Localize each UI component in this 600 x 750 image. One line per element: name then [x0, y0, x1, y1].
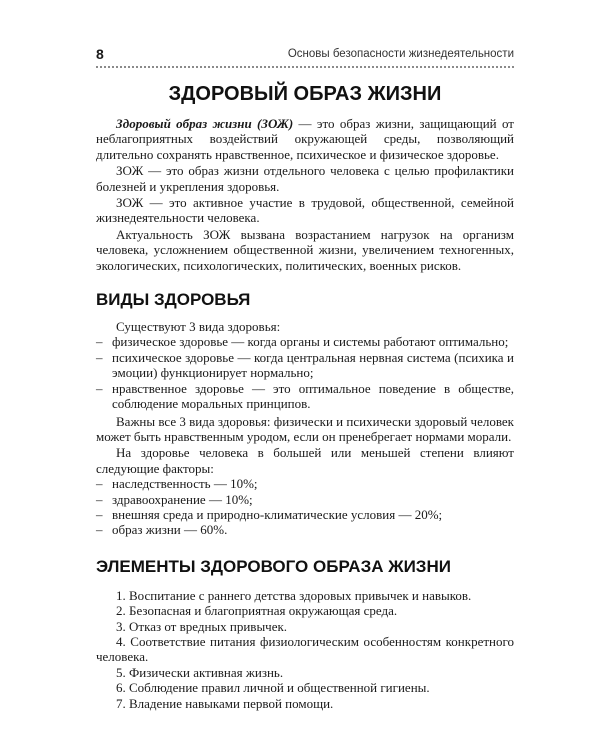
list-item: – внешняя среда и природно-климатические условия — 20%;: [104, 507, 514, 522]
intro-paragraph-2: ЗОЖ — это образ жизни отдельного человека с целью профилактики болезней и укрепления здоровья.: [96, 163, 514, 194]
factors-list: [96, 476, 514, 538]
header-divider: [96, 66, 514, 68]
list-item: 5. Физически активная жизнь.: [116, 664, 284, 680]
health-types-list: [96, 334, 514, 411]
page-title: ЗДОРОВЫЙ ОБРАЗ ЖИЗНИ: [168, 83, 442, 105]
running-title: Основы безопасности жизнедеятельности: [287, 48, 514, 60]
list-item: – нравственное здоровье — это оптимальное поведение в обществе, соблюдение моральных принципов.: [104, 381, 514, 412]
list-item: – образ жизни — 60%.: [104, 522, 514, 537]
list-item: 4. Соответствие питания физиологическим особенностям конкретного человека.: [96, 633, 514, 665]
list-item: 7. Владение навыками первой помощи.: [116, 695, 334, 711]
list-item: – здравоохранение — 10%;: [104, 492, 514, 507]
intro-definition: [96, 116, 514, 162]
definition-text: — это образ жизни, защищающий от неблагоприятных воздействий окружающей среды, позволяющий длительно сохранять нравственное, психическое и физическое здоровье.: [96, 116, 514, 162]
list-item: – психическое здоровье — когда центральная нервная система (психика и эмоции) функционирует нормально;: [104, 350, 514, 381]
list-item: 3. Отказ от вредных привычек.: [116, 618, 288, 634]
list-item: 1. Воспитание с раннего детства здоровых привычек и навыков.: [116, 587, 472, 603]
intro-paragraph-3: ЗОЖ — это активное участие в трудовой, общественной, семейной жизнедеятельности человека.: [96, 195, 514, 226]
section-heading-elements: ЭЛЕМЕНТЫ ЗДОРОВОГО ОБРАЗА ЖИЗНИ: [96, 556, 451, 576]
elements-list: [96, 588, 514, 711]
factors-lead: На здоровье человека в большей или меньшей степени влияют следующие факторы:: [96, 445, 514, 476]
list-item: – наследственность — 10%;: [104, 476, 514, 491]
list-item: 2. Безопасная и благоприятная окружающая среда.: [116, 603, 398, 619]
intro-paragraph-4: Актуальность ЗОЖ вызвана возрастанием нагрузок на организм человека, усложнением общественной жизни, увеличением техногенных, экологических, психологических, политических, военных рисков.: [96, 226, 514, 273]
page-number: 8: [96, 46, 104, 62]
term-open-paren: (: [251, 116, 262, 131]
list-item: 6. Соблюдение правил личной и общественной гигиены.: [116, 680, 430, 696]
importance-paragraph: Важны все 3 вида здоровья: физически и психически здоровый человек может быть нравственным уродом, если он пренебрегает нормами морали.: [96, 413, 514, 444]
term-abbreviation: ЗОЖ: [261, 116, 289, 131]
term-healthy-lifestyle: Здоровый образ жизни: [116, 116, 252, 131]
list-item: – физическое здоровье — когда органы и системы работают оптимально;: [104, 334, 514, 349]
page-header: [96, 46, 514, 64]
term-close-paren: ): [288, 116, 294, 131]
section-heading-health-types: ВИДЫ ЗДОРОВЬЯ: [96, 290, 251, 310]
health-types-lead: Существуют 3 вида здоровья:: [116, 319, 281, 335]
page-content: [96, 74, 514, 711]
